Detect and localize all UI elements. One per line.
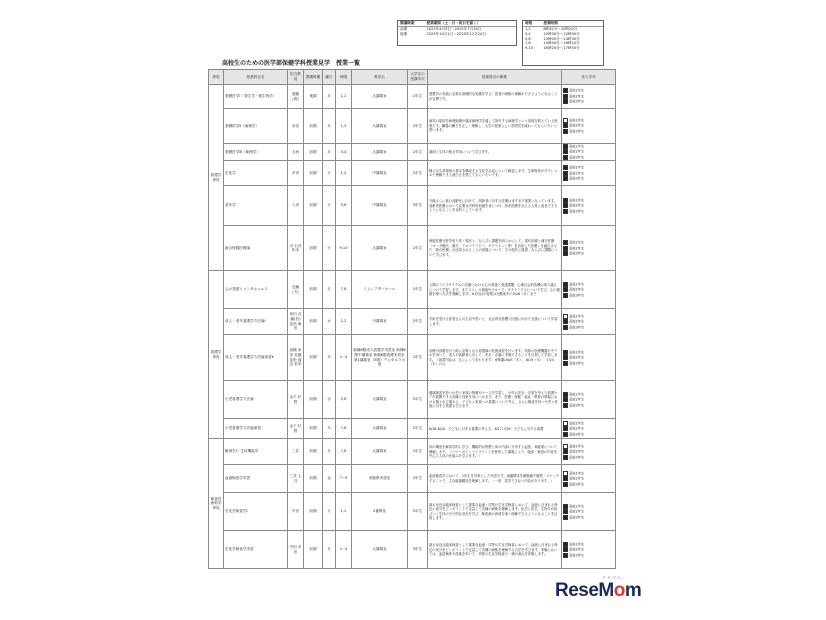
grade-checkbox-icon (563, 542, 568, 547)
teacher-cell: 金子 杉野 (288, 381, 304, 419)
room-cell: 大講義室 (352, 381, 408, 419)
year-cell: 3年生 (408, 186, 428, 226)
term-legend-cell: 2025年10月1日～2025年12月24日 (426, 31, 486, 36)
teacher-cell: 金子 杉野 (288, 419, 304, 439)
grades-cell (562, 381, 616, 419)
grade-label: 高校2年生 (569, 449, 585, 454)
teacher-cell: 高橋 家田 近藤 花松 渡辺 松本 (288, 335, 304, 381)
grade-checkbox-icon (563, 123, 568, 128)
table-row (209, 381, 616, 419)
grade-checkbox-icon (563, 165, 568, 170)
grades-cell (562, 439, 616, 465)
grade-label: 高校3年生 (569, 209, 585, 214)
grade-option (563, 176, 614, 181)
teacher-cell: 川 石井 松本 (288, 226, 304, 271)
description-cell: 保健医療分野を取り巻く現状と、ならびに課題を明らかにして、現代医療と補完医療（ヨーガ療法、漢方、アロマテラピー、サプリメント等）を活用した医療）を融合させた「統合医療」が活用されることの意義について、その現状と展望、ならびに課題について学びます。 (428, 226, 562, 271)
subject-cell: 基礎医学Ⅲ（薬理学） (224, 144, 288, 161)
grade-label: 高校1年生 (569, 118, 585, 123)
room-cell: 大講義室 (352, 109, 408, 144)
grade-checkbox-icon (563, 361, 568, 366)
grade-checkbox-icon (563, 144, 568, 149)
grade-label: 高校3年生 (569, 99, 585, 104)
teacher-cell: 中田 多田 (288, 531, 304, 569)
grade-checkbox-icon (563, 547, 568, 552)
teacher-cell: 三井 (288, 439, 304, 465)
teacher-cell: 大西 (288, 144, 304, 161)
grade-checkbox-icon (563, 553, 568, 558)
document-title: 高校生のための医学部保健学科授業見学 授業一覧 (222, 60, 361, 67)
description-cell: 看護学の実践に必要な基礎的な知識を学び、患者の病態の理解ができるようになることが目標です。 (428, 85, 562, 109)
grade-label: 高校1年生 (569, 314, 585, 319)
grade-checkbox-icon (563, 421, 568, 426)
period-legend-cell: 10時30分～12時00分 (543, 31, 580, 36)
grade-option (563, 251, 614, 256)
grade-checkbox-icon (563, 397, 568, 402)
grade-checkbox-icon (563, 129, 568, 134)
grade-option (563, 403, 614, 408)
room-cell: 大講義室 (352, 226, 408, 271)
day-cell: 火 (323, 226, 336, 271)
year-cell: 2年生 (408, 109, 428, 144)
subject-cell: 解剖学Ⅰ・生体機能学 (224, 439, 288, 465)
year-cell: 2年生 (408, 419, 428, 439)
grade-label: 高校3年生 (569, 293, 585, 298)
grade-checkbox-icon (563, 176, 568, 181)
description-cell: 手術を受ける患者さんの生活や思いと、社会的な影響と回復に向けた支援について学習します。 (428, 309, 562, 335)
table-row (209, 309, 616, 335)
grade-checkbox-icon (563, 171, 568, 176)
day-cell: 水 (323, 309, 336, 335)
year-cell: 2年生 (408, 335, 428, 381)
grade-checkbox-icon (563, 287, 568, 292)
table-row (209, 419, 616, 439)
period-legend-cell: 16時20分～17時50分 (543, 46, 580, 51)
grade-label: 高校2年生 (569, 319, 585, 324)
description-cell: 様々な生命現象の基本を構成する生化学反応について解説します。生命現象が分子レベルで理解できる面白さを感じてもらいたいです。 (428, 161, 562, 186)
period-legend-cell: 5,6 (525, 36, 531, 41)
term-cell: 後期 (304, 85, 323, 109)
period-legend-header: 時限 (523, 21, 541, 26)
grade-label: 高校2年生 (569, 509, 585, 514)
grade-label: 高校3年生 (569, 515, 585, 520)
grade-label: 高校1年生 (569, 421, 585, 426)
table-row (209, 531, 616, 569)
grades-cell (562, 161, 616, 186)
course-group (209, 85, 616, 271)
subject-cell: 生化学 (224, 161, 288, 186)
grade-checkbox-icon (563, 118, 568, 123)
term-cell: 前期 (304, 161, 323, 186)
table-row (209, 85, 616, 109)
room-cell: 中講義室 (352, 309, 408, 335)
column-header: 授業科目の概要 (428, 70, 562, 85)
grade-label: 高校2年生 (569, 203, 585, 208)
grade-label: 高校2年生 (569, 287, 585, 292)
year-cell: 1年生 (408, 439, 428, 465)
grade-label: 高校1年生 (569, 88, 585, 93)
year-cell: 1年生 (408, 85, 428, 109)
day-cell: 月 (323, 531, 336, 569)
room-cell: 大講義室 (352, 144, 408, 161)
period-cell: 1~4 (336, 531, 352, 569)
term-legend-header: 授業期間（土・日・祝日を除く） (424, 21, 516, 26)
teacher-cell: 家田 近藤(若) 花松 柴田 (288, 309, 304, 335)
period-cell: 7,8 (336, 439, 352, 465)
day-cell: 水 (323, 381, 336, 419)
grade-option (563, 455, 614, 460)
subject-cell: 血液検査学実習 (224, 465, 288, 493)
year-cell: 2年生 (408, 493, 428, 531)
grade-label: 高校3年生 (569, 361, 585, 366)
description-cell: 最も身近な臨床検査として重要な血液・尿等の生化学検査において、血液に含まれる特定の成分をピンポイントで定量して各種の病態を理解します。化学と医学、生物学が結びつく生体の分子的な変化を学び、検査値の意味を深く理解できるようになることを目指します。 (428, 493, 562, 531)
grade-label: 高校1年生 (569, 165, 585, 170)
teacher-cell: 三井 土井 (288, 465, 304, 493)
description-cell: 今後さらに進む高齢化に向けて、高齢者に対する医療はますます重要となっています。高齢者医療において必要な内科的知識を身につけ、将来医療を支える人材に成長できるようになることを目的としています。 (428, 186, 562, 226)
grade-label: 高校3年生 (569, 155, 585, 160)
grade-checkbox-icon (563, 94, 568, 99)
grade-label: 高校3年生 (569, 251, 585, 256)
day-cell: 火 (323, 161, 336, 186)
grade-checkbox-icon (563, 515, 568, 520)
grade-checkbox-icon (563, 403, 568, 408)
subject-cell: 統合保健医療論 (224, 226, 288, 271)
grade-option (563, 293, 614, 298)
description-cell: 病気の原因を病理組織や臨床病理学を通して探究する病理学という領域を教えている授業です。臓器の働きを正しく理解し、大学の授業らしい雰囲気を味わってもらいたいと思います。 (428, 109, 562, 144)
year-cell: 2年生 (408, 381, 428, 419)
grade-checkbox-icon (563, 99, 568, 104)
table-row (209, 109, 616, 144)
subject-cell: 基礎医学Ⅰ（発生学・微生物学） (224, 85, 288, 109)
grade-label: 高校3年生 (569, 553, 585, 558)
grade-checkbox-icon (563, 88, 568, 93)
grades-cell (562, 419, 616, 439)
grade-checkbox-icon (563, 198, 568, 203)
term-cell: 前期 (304, 493, 323, 531)
grade-checkbox-icon (563, 432, 568, 437)
grade-option (563, 361, 614, 366)
teacher-cell: 齋藤(看) (288, 85, 304, 109)
subject-cell: 基礎医学Ⅱ（病理学） (224, 109, 288, 144)
room-cell: 中講義室 (352, 186, 408, 226)
term-cell: 前期 (304, 226, 323, 271)
grade-checkbox-icon (563, 392, 568, 397)
grade-label: 高校2年生 (569, 149, 585, 154)
grade-label: 高校1年生 (569, 444, 585, 449)
column-header: 開講時期 (304, 70, 323, 85)
period-legend-cell: 7,8 (525, 41, 531, 46)
grade-label: 高校2年生 (569, 171, 585, 176)
grade-checkbox-icon (563, 355, 568, 360)
grade-label: 高校3年生 (569, 432, 585, 437)
course-group (209, 439, 616, 569)
term-legend (397, 20, 517, 46)
period-cell: 1,2 (336, 85, 352, 109)
year-cell: 2年生 (408, 144, 428, 161)
description-cell: 健康障害を持つ小児と家族の特徴やケースを学習し、小児の安全・安楽を考えた看護ケアが展開できる知識と技術を身につけます。また、医療・保健・福祉・教育の現場における様々な立場から、子どもと家族への看護について考え、さらに障害を持つ小児と家族に対する看護も学びます。 (428, 381, 562, 419)
grade-label: 高校3年生 (569, 129, 585, 134)
grade-label: 高校1年生 (569, 471, 585, 476)
grade-label: 高校2年生 (569, 397, 585, 402)
day-cell: 火 (323, 493, 336, 531)
day-cell: 木 (323, 419, 336, 439)
table-row (209, 144, 616, 161)
grade-label: 高校2年生 (569, 547, 585, 552)
grade-label: 高校3年生 (569, 482, 585, 487)
grade-option (563, 515, 614, 520)
grades-cell (562, 309, 616, 335)
grade-checkbox-icon (563, 246, 568, 251)
grade-label: 高校3年生 (569, 455, 585, 460)
table-row (209, 161, 616, 186)
term-cell: 前期 (304, 531, 323, 569)
grade-label: 高校2年生 (569, 476, 585, 481)
grade-option (563, 553, 614, 558)
column-header: 担当教員 (288, 70, 304, 85)
subject-cell: 成人・老年看護学方法論演習Ⅱ (224, 335, 288, 381)
table-row (209, 271, 616, 309)
grade-checkbox-icon (563, 282, 568, 287)
room-cell: 大講義室 (352, 85, 408, 109)
teacher-cell: 中田 (288, 493, 304, 531)
day-cell: 月 (323, 271, 336, 309)
term-cell: 前期 (304, 109, 323, 144)
grade-label: 高校1年生 (569, 240, 585, 245)
period-cell: 9,10 (336, 226, 352, 271)
period-legend-header: 授業時間 (541, 21, 603, 26)
term-legend-cell: 前期 (400, 26, 408, 31)
room-cell: 新棟6階成人看護学実習室 新棟6階中講義室 新棟6階看護実習室 第1講義室（5階）デジタルラボ他 (352, 335, 408, 381)
term-cell: 前期 (304, 309, 323, 335)
column-header: 教室名 (352, 70, 408, 85)
column-header: 時限 (336, 70, 352, 85)
room-cell: 大講義室 (352, 439, 408, 465)
period-cell: 1,2 (336, 161, 352, 186)
grade-checkbox-icon (563, 149, 568, 154)
grade-label: 高校2年生 (569, 246, 585, 251)
day-cell: 金 (323, 465, 336, 493)
grade-label: 高校1年生 (569, 282, 585, 287)
grade-option (563, 155, 614, 160)
grades-cell (562, 465, 616, 493)
grade-checkbox-icon (563, 471, 568, 476)
period-legend-cell: 9,10 (525, 46, 534, 51)
logo-text: ReseMom (555, 580, 642, 601)
resemom-logo (555, 580, 641, 602)
grades-cell (562, 85, 616, 109)
room-cell: 5番教室 (352, 493, 408, 531)
period-cell: 1,2 (336, 309, 352, 335)
term-cell: 前期 (304, 465, 323, 493)
grade-checkbox-icon (563, 426, 568, 431)
grade-label: 高校1年生 (569, 542, 585, 547)
grade-checkbox-icon (563, 155, 568, 160)
grade-label: 高校1年生 (569, 350, 585, 355)
term-cell: 前期 (304, 335, 323, 381)
grades-cell (562, 226, 616, 271)
column-header: 大学生の受講年次 (408, 70, 428, 85)
term-cell: 前期 (304, 271, 323, 309)
period-legend-cell: 1,2 (525, 26, 531, 31)
term-cell: 前期 (304, 381, 323, 419)
period-cell: 7,8 (336, 271, 352, 309)
grade-option (563, 209, 614, 214)
grade-checkbox-icon (563, 509, 568, 514)
course-table (208, 69, 616, 569)
grade-checkbox-icon (563, 444, 568, 449)
subject-cell: 生化学検査学実習 (224, 531, 288, 569)
grade-checkbox-icon (563, 504, 568, 509)
grade-label: 高校3年生 (569, 325, 585, 330)
teacher-cell: 近藤(方) (288, 271, 304, 309)
grade-checkbox-icon (563, 350, 568, 355)
grade-checkbox-icon (563, 251, 568, 256)
description-cell: 血液検査学において、1年生を対象とした実習です。組織標本を顕微鏡で観察・スケッチすることで、主な組織構造を理解します。（一部、見学できない内容があります。） (428, 465, 562, 493)
grade-checkbox-icon (563, 240, 568, 245)
grades-cell (562, 144, 616, 161)
grades-cell (562, 493, 616, 531)
grade-label: 高校1年生 (569, 198, 585, 203)
grade-checkbox-icon (563, 449, 568, 454)
grades-cell (562, 271, 616, 309)
period-cell: 5,6 (336, 381, 352, 419)
grade-label: 高校3年生 (569, 176, 585, 181)
room-cell: 大講義室 (352, 419, 408, 439)
grade-option (563, 432, 614, 437)
grade-label: 高校1年生 (569, 504, 585, 509)
period-cell: 3,4 (336, 144, 352, 161)
grade-label: 高校2年生 (569, 123, 585, 128)
grade-label: 高校2年生 (569, 94, 585, 99)
grades-cell (562, 109, 616, 144)
grade-option (563, 129, 614, 134)
grade-checkbox-icon (563, 482, 568, 487)
day-cell: 木 (323, 335, 336, 381)
category-cell: 看護学専攻 (209, 271, 224, 439)
room-cell: 中講義室 (352, 161, 408, 186)
description-cell: 薬剤と生体の相互作用について学びます。 (428, 144, 562, 161)
day-cell: 月 (323, 109, 336, 144)
grade-label: 高校1年生 (569, 392, 585, 397)
teacher-cell: 入田 (288, 186, 304, 226)
room-cell: 形態系実習室 (352, 465, 408, 493)
description-cell: 治療や診療を行う際に必要となる看護師の技術演習を行います。実際の医療機器やモデルを用いて、成人や高齢者に対して、安全・正確に実施できることを目指して学習します。（演習内容は、日によって変わります）※開講は6/5（木）、6/19（木）、7/24（木）のみ (428, 335, 562, 381)
subject-cell: 心の発達とメンタルヘルス (224, 271, 288, 309)
grade-checkbox-icon (563, 293, 568, 298)
grade-checkbox-icon (563, 314, 568, 319)
subject-cell: 生化学検査学Ⅰ (224, 493, 288, 531)
teacher-cell: 米田 (288, 109, 304, 144)
grade-option (563, 99, 614, 104)
grade-label: 高校2年生 (569, 426, 585, 431)
subject-cell: 老年学 (224, 186, 288, 226)
grade-checkbox-icon (563, 203, 568, 208)
watermark-sub: リセマム (602, 575, 622, 580)
term-cell: 前期 (304, 419, 323, 439)
column-header: 授業科目名 (224, 70, 288, 85)
grade-label: 高校1年生 (569, 144, 585, 149)
grade-checkbox-icon (563, 455, 568, 460)
table-row (209, 439, 616, 465)
grade-checkbox-icon (563, 325, 568, 330)
period-legend-cell: 3,4 (525, 31, 531, 36)
table-row (209, 465, 616, 493)
category-cell: 検査技術科学専攻 (209, 439, 224, 569)
subject-cell: 小児看護学方法論演習 (224, 419, 288, 439)
year-cell: 2年生 (408, 226, 428, 271)
description-cell: 体の構造を解剖学的に学び、機能的な特徴と体の内部に分布する血管、神経系について理解します。（パワーポイントとプリントを使用した講義により、臨床・検査の内容を中心に人体の仕組みを学びます。） (428, 439, 562, 465)
grade-option (563, 482, 614, 487)
year-cell: 2年生 (408, 465, 428, 493)
period-cell: 7,8 (336, 419, 352, 439)
room-cell: ミニシアターホール (352, 271, 408, 309)
table-row (209, 226, 616, 271)
table-row (209, 493, 616, 531)
period-legend-cell: 8時50分～10時20分 (543, 26, 578, 31)
table-row (209, 335, 616, 381)
period-cell: 1,2 (336, 493, 352, 531)
grade-checkbox-icon (563, 209, 568, 214)
teacher-cell: 多田 (288, 161, 304, 186)
period-legend-cell: 13時00分～14時30分 (543, 36, 580, 41)
description-cell: 6/16-6/20：子どもに対する看護の考え方、6/17-7/29：子どもに対する看護 (428, 419, 562, 439)
table-header-row (209, 70, 616, 85)
year-cell: 3年生 (408, 531, 428, 569)
room-cell: 大講義室 (352, 531, 408, 569)
day-cell: 月 (323, 144, 336, 161)
description-cell: 人間のライフサイクルの各節における心の発達と発達課題、心理社会的危機の乗り越えについて学習します。またストレス理論やグループ・ダイナミクスについて学び、心の健康を保つ方法を理解します。※1回目の授業は初期前半の5/26（月）まで (428, 271, 562, 309)
grade-label: 高校3年生 (569, 403, 585, 408)
column-header: 受入学年 (562, 70, 616, 85)
table-row (209, 186, 616, 226)
grade-checkbox-icon (563, 476, 568, 481)
term-cell: 前期 (304, 439, 323, 465)
term-cell: 前期 (304, 186, 323, 226)
year-cell: 2年生 (408, 309, 428, 335)
description-cell: 最も身近な臨床検査として重要な血液・尿等の生化学検査において、血液に含まれる特定の成分をピンポイントで定量して各種の病態を理解する方法を学びます。実験においては、血清検体や試薬を用いて、実際の生化学検査の一連の流れを体験します。 (428, 531, 562, 569)
grades-cell (562, 335, 616, 381)
period-legend-cell: 14時40分～16時10分 (543, 41, 580, 46)
grades-cell (562, 186, 616, 226)
year-cell: 1年生 (408, 161, 428, 186)
grades-cell (562, 531, 616, 569)
grade-option (563, 325, 614, 330)
term-legend-header: 開講時期 (398, 21, 424, 26)
term-cell: 前期 (304, 144, 323, 161)
subject-cell: 成人・老年看護学方法論Ⅰ (224, 309, 288, 335)
day-cell: 火 (323, 186, 336, 226)
period-cell: 7~9 (336, 465, 352, 493)
period-legend (522, 20, 604, 66)
course-group (209, 271, 616, 439)
day-cell: 月 (323, 85, 336, 109)
period-cell: 1~4 (336, 335, 352, 381)
term-legend-cell: 2025年4月9日～2025年7月30日 (426, 26, 482, 31)
category-cell: 看護学専攻 (209, 85, 224, 271)
grade-label: 高校2年生 (569, 355, 585, 360)
period-cell: 1,2 (336, 109, 352, 144)
column-header: 曜日 (323, 70, 336, 85)
subject-cell: 小児看護学方法論 (224, 381, 288, 419)
day-cell: 月 (323, 439, 336, 465)
year-cell: 1年生 (408, 271, 428, 309)
term-legend-cell: 後期 (400, 31, 408, 36)
grade-checkbox-icon (563, 319, 568, 324)
column-header: 専攻 (209, 70, 224, 85)
period-cell: 5,6 (336, 186, 352, 226)
